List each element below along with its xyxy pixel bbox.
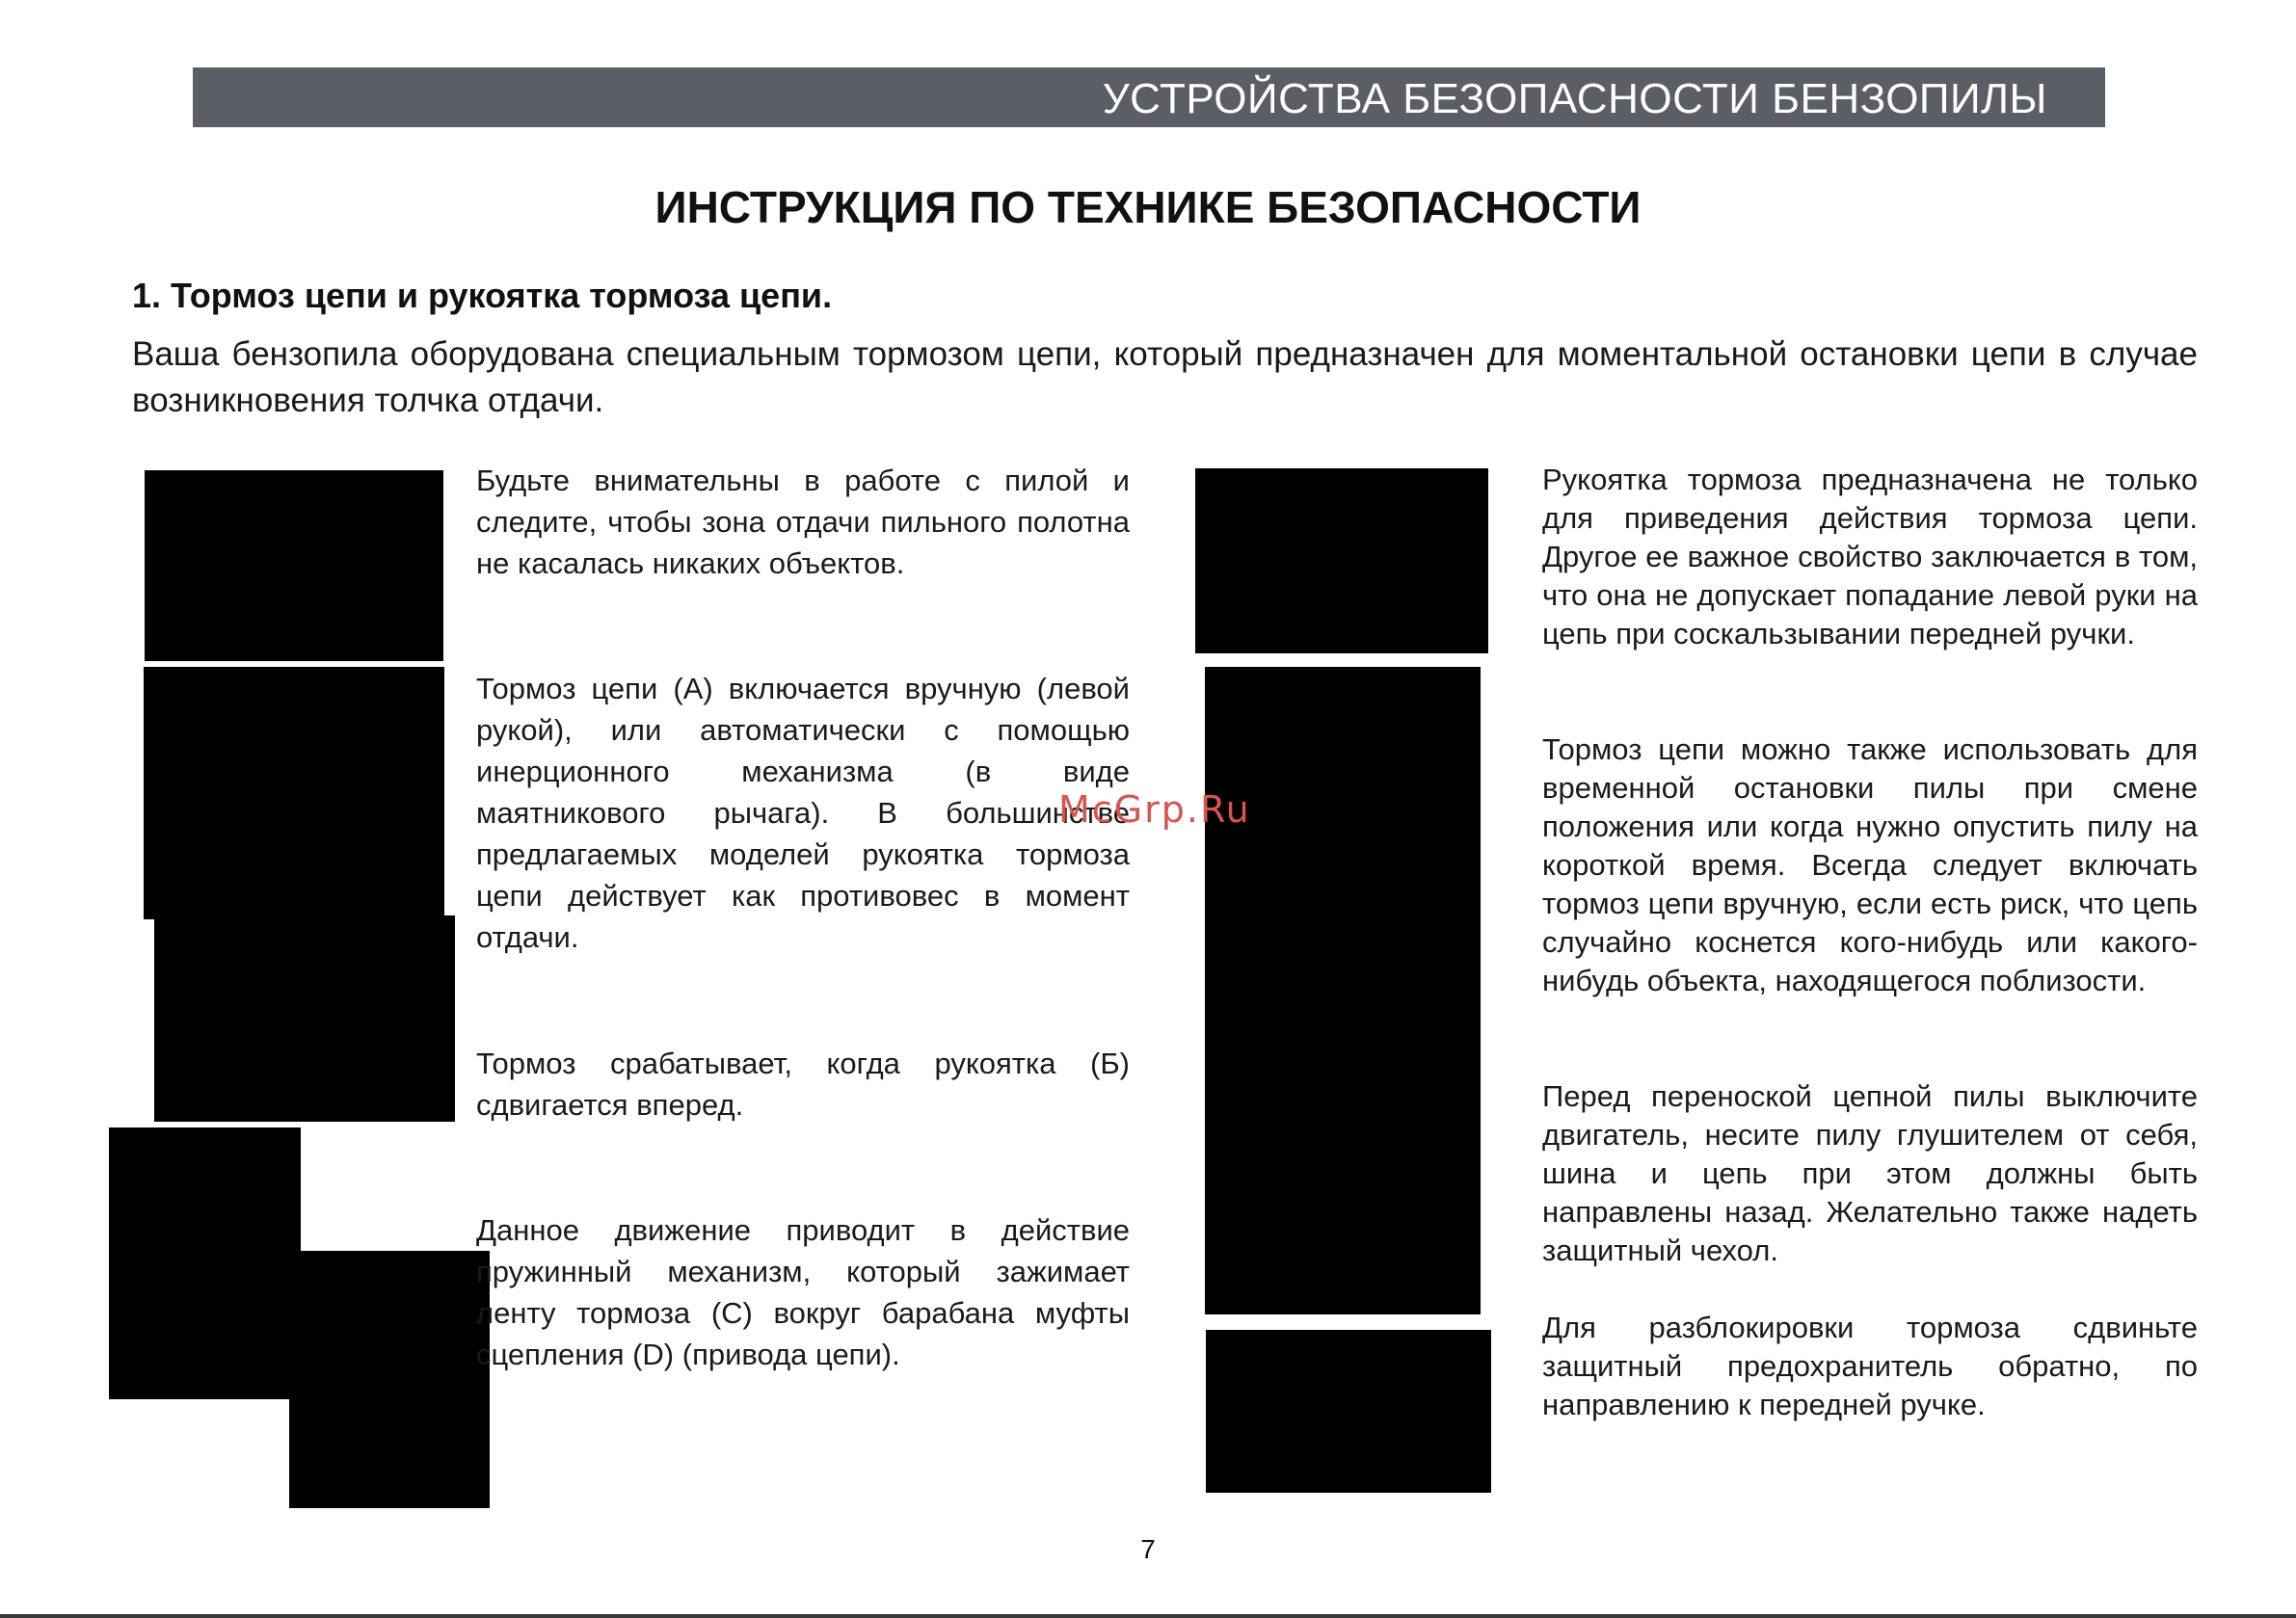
illustration-spring-mechanism-2 <box>289 1251 490 1508</box>
illustration-spring-mechanism-1 <box>109 1127 301 1399</box>
illustration-chain-brake-a <box>144 667 444 919</box>
intro-paragraph: Ваша бензопила оборудована специальным тормозом цепи, который предназначен для моментальной остановки цепи в случае возникновения толчка отдачи. <box>132 335 2198 419</box>
left-paragraph-3: Тормоз срабатывает, когда рукоятка (Б) сдвигается вперед. <box>476 1047 1130 1122</box>
page-number: 7 <box>1140 1534 1156 1564</box>
bottom-rule <box>0 1614 2296 1618</box>
illustration-kickback-zone <box>145 470 443 661</box>
right-paragraph-2: Тормоз цепи можно также использовать для временной остановки пилы при смене положения или когда нужно опустить пилу на короткой время. Всегда следует включать тормоз цепи вручную, если есть риск, что цепь случайно коснется кого-нибудь или какого-нибудь объекта, находящегося поблизости. <box>1542 732 2198 997</box>
right-paragraph-1: Рукоятка тормоза предназначена не только для приведения действия тормоза цепи. Другое ее важное свойство заключается в том, что она не допускает попадание левой руки на цепь при соскальзывании передней ручки. <box>1542 463 2198 650</box>
illustration-brake-lever-b <box>154 915 455 1122</box>
left-paragraph-4: Данное движение приводит в действие пружинный механизм, который зажимает ленту тормоза (С) вокруг барабана муфты сцепления (D) (привода цепи). <box>476 1213 1130 1371</box>
right-paragraph-3: Перед переноской цепной пилы выключите двигатель, несите пилу глушителем от себя, шина и цепь при этом должны быть направлены назад. Желательно также надеть защитный чехол. <box>1542 1079 2198 1267</box>
right-paragraph-4: Для разблокировки тормоза сдвиньте защитный предохранитель обратно, по направлению к передней ручке. <box>1542 1311 2198 1421</box>
left-paragraph-1: Будьте внимательны в работе с пилой и следите, чтобы зона отдачи пильного полотна не касалась никаких объектов. <box>476 464 1130 580</box>
illustration-saw-positions <box>1205 667 1481 1314</box>
left-paragraph-2: Тормоз цепи (А) включается вручную (левой рукой), или автоматически с помощью инерционного механизма (в виде маятникового рычага). В большинстве предлагаемых моделей рукоятка тормоза цепи действует как противовес в момент отдачи. <box>476 672 1130 954</box>
header-title: УСТРОЙСТВА БЕЗОПАСНОСТИ БЕНЗОПИЛЫ <box>1102 75 2047 122</box>
section-heading: 1. Тормоз цепи и рукоятка тормоза цепи. <box>132 276 833 315</box>
page-title: ИНСТРУКЦИЯ ПО ТЕХНИКЕ БЕЗОПАСНОСТИ <box>654 182 1642 232</box>
illustration-unlock-brake <box>1206 1330 1491 1493</box>
illustration-brake-handle <box>1195 468 1488 653</box>
header-bar <box>193 67 2105 127</box>
watermark: McGrp.Ru <box>1058 788 1251 831</box>
